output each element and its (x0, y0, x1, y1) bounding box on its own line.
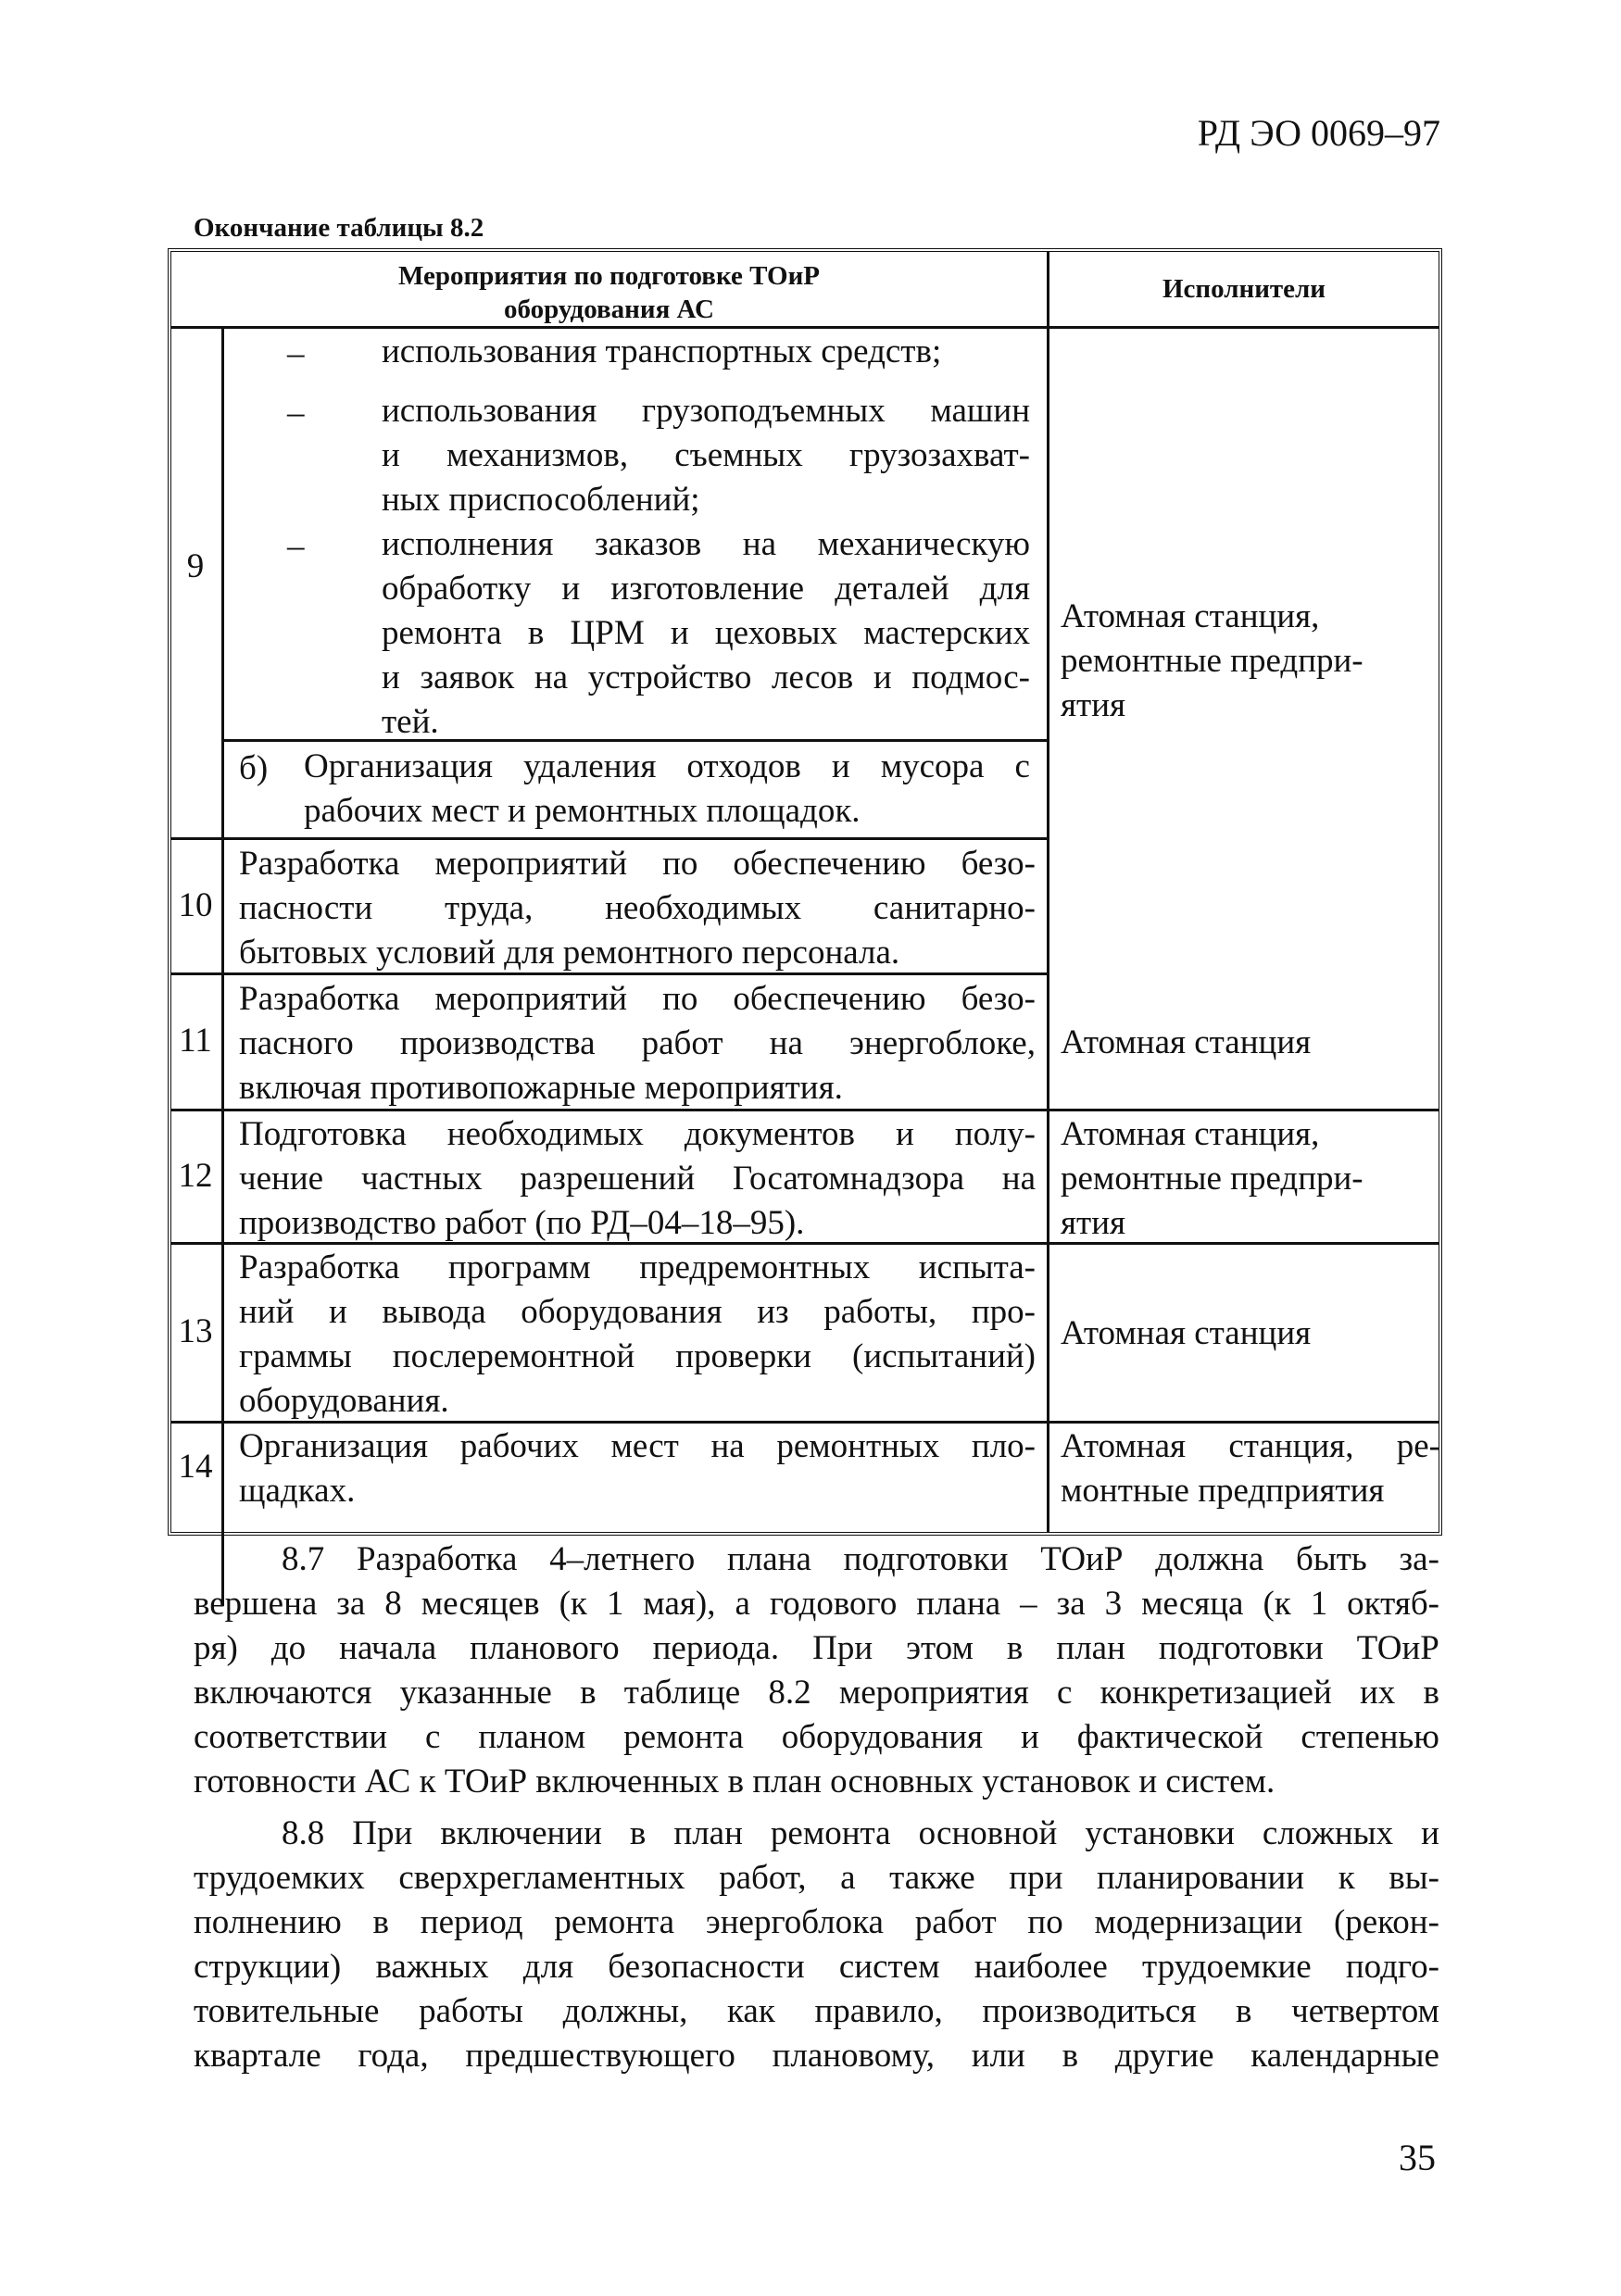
row-number: 13 (178, 1312, 213, 1350)
executor-cell: Атомная станция, ремонтные предпри- ятия (1061, 597, 1363, 724)
column-header-executors: Исполнители (1162, 274, 1326, 304)
executor-cell: Атомная станция, ре- монтные предприятия (1061, 1427, 1440, 1510)
document-code: РД ЭО 0069–97 (1197, 112, 1440, 154)
measure-cell: Разработка мероприятий по обеспечению безо- пасности труда, необходимых санитарно- бытовых условий для ремонтного персонала. (239, 845, 1036, 972)
row-number: 12 (178, 1157, 213, 1195)
paragraph-8-7: 8.7 Разработка 4–летнего плана подготовки ТОиР должна быть за- вершена за 8 месяцев (к 1 мая), а годового плана – за 3 месяца (к 1 октяб- ря) до начала планового периода. При этом в план подготовки ТОиР включаются указанные в таблице 8.2 мероприятия с конкретизацией их в соответствии с планом ремонта оборудования и фактической степенью готовности АС к ТОиР включенных в план основных установок и систем. (194, 1540, 1439, 1800)
measure-cell: Разработка программ предремонтных испыта- ний и вывода оборудования из работы, про- граммы послеремонтной проверки (испытаний) оборудования. (239, 1248, 1036, 1420)
executor-cell: Атомная станция, ремонтные предпри- ятия (1061, 1115, 1363, 1242)
measure-cell: Подготовка необходимых документов и полу- чение частных разрешений Госатомнадзора на производство работ (по РД–04–18–95). (239, 1115, 1036, 1242)
row-number: 9 (186, 547, 205, 585)
row-number: 14 (178, 1448, 213, 1486)
page-number: 35 (1399, 2137, 1436, 2178)
measure-cell: Разработка мероприятий по обеспечению безо- пасного производства работ на энергоблоке, включая противопожарные мероприятия. (239, 980, 1036, 1107)
table-8-2: Мероприятия по подготовке ТОиР оборудования АС Исполнители 9 – использования транспортных средств; – использования грузоподъемных машин и механизмов, съемных грузозахват- ных приспособлений; – исполнения заказов на механическую обработку и изготовление деталей для ремонта в ЦРМ и цеховых мастерских и заявок на устройство лесов и подмос- тей. б) Организация удаления отходов и мусора с рабочих мест и ремонтных площадок. Атомная станция, ремонтные предпри- ятия 10 Разработка мероприятий по обеспечению безо- пасности труда, необходимых санитарно- бытовых условий для ремонтного персонала. 11 Разработка мероприятий по обеспечению безо- пасного производства работ на энергоблоке, включая противопожарные мероприятия. Атомная станция 12 Подготовка необходимых документов и полу- чение частных разрешений Госатомнадзора на производство работ (по РД–04–18–95). Атомная станция, ремонтные предпри- ятия 13 Разработка программ предремонтных испыта- ний и вывода оборудования из работы, про- граммы послеремонтной проверки (испытаний) оборудования. Атомная станция 14 Организация рабочих мест на ремонтных пло- щадках. Атомная станция, ре- монтные предприятия (168, 248, 1442, 1536)
paragraph-8-8: 8.8 При включении в план ремонта основной установки сложных и трудоемких сверхрегламентных работ, а также при планировании к вы- полнению в период ремонта энергоблока работ по модернизации (рекон- струкции) важных для безопасности систем наиболее трудоемкие подго- товительные работы должны, как правило, производиться в четвертом квартале года, предшествующего плановому, или в другие календарные (194, 1814, 1439, 2075)
table-caption: Окончание таблицы 8.2 (194, 213, 484, 243)
executor-cell: Атомная станция (1061, 1314, 1312, 1352)
column-header-measures: Мероприятия по подготовке ТОиР оборудования АС (397, 261, 821, 324)
measure-cell: Организация рабочих мест на ремонтных пло- щадках. (239, 1427, 1036, 1510)
executor-cell: Атомная станция (1061, 1023, 1312, 1061)
row-number: 11 (179, 1022, 212, 1060)
row-number: 10 (178, 886, 213, 924)
